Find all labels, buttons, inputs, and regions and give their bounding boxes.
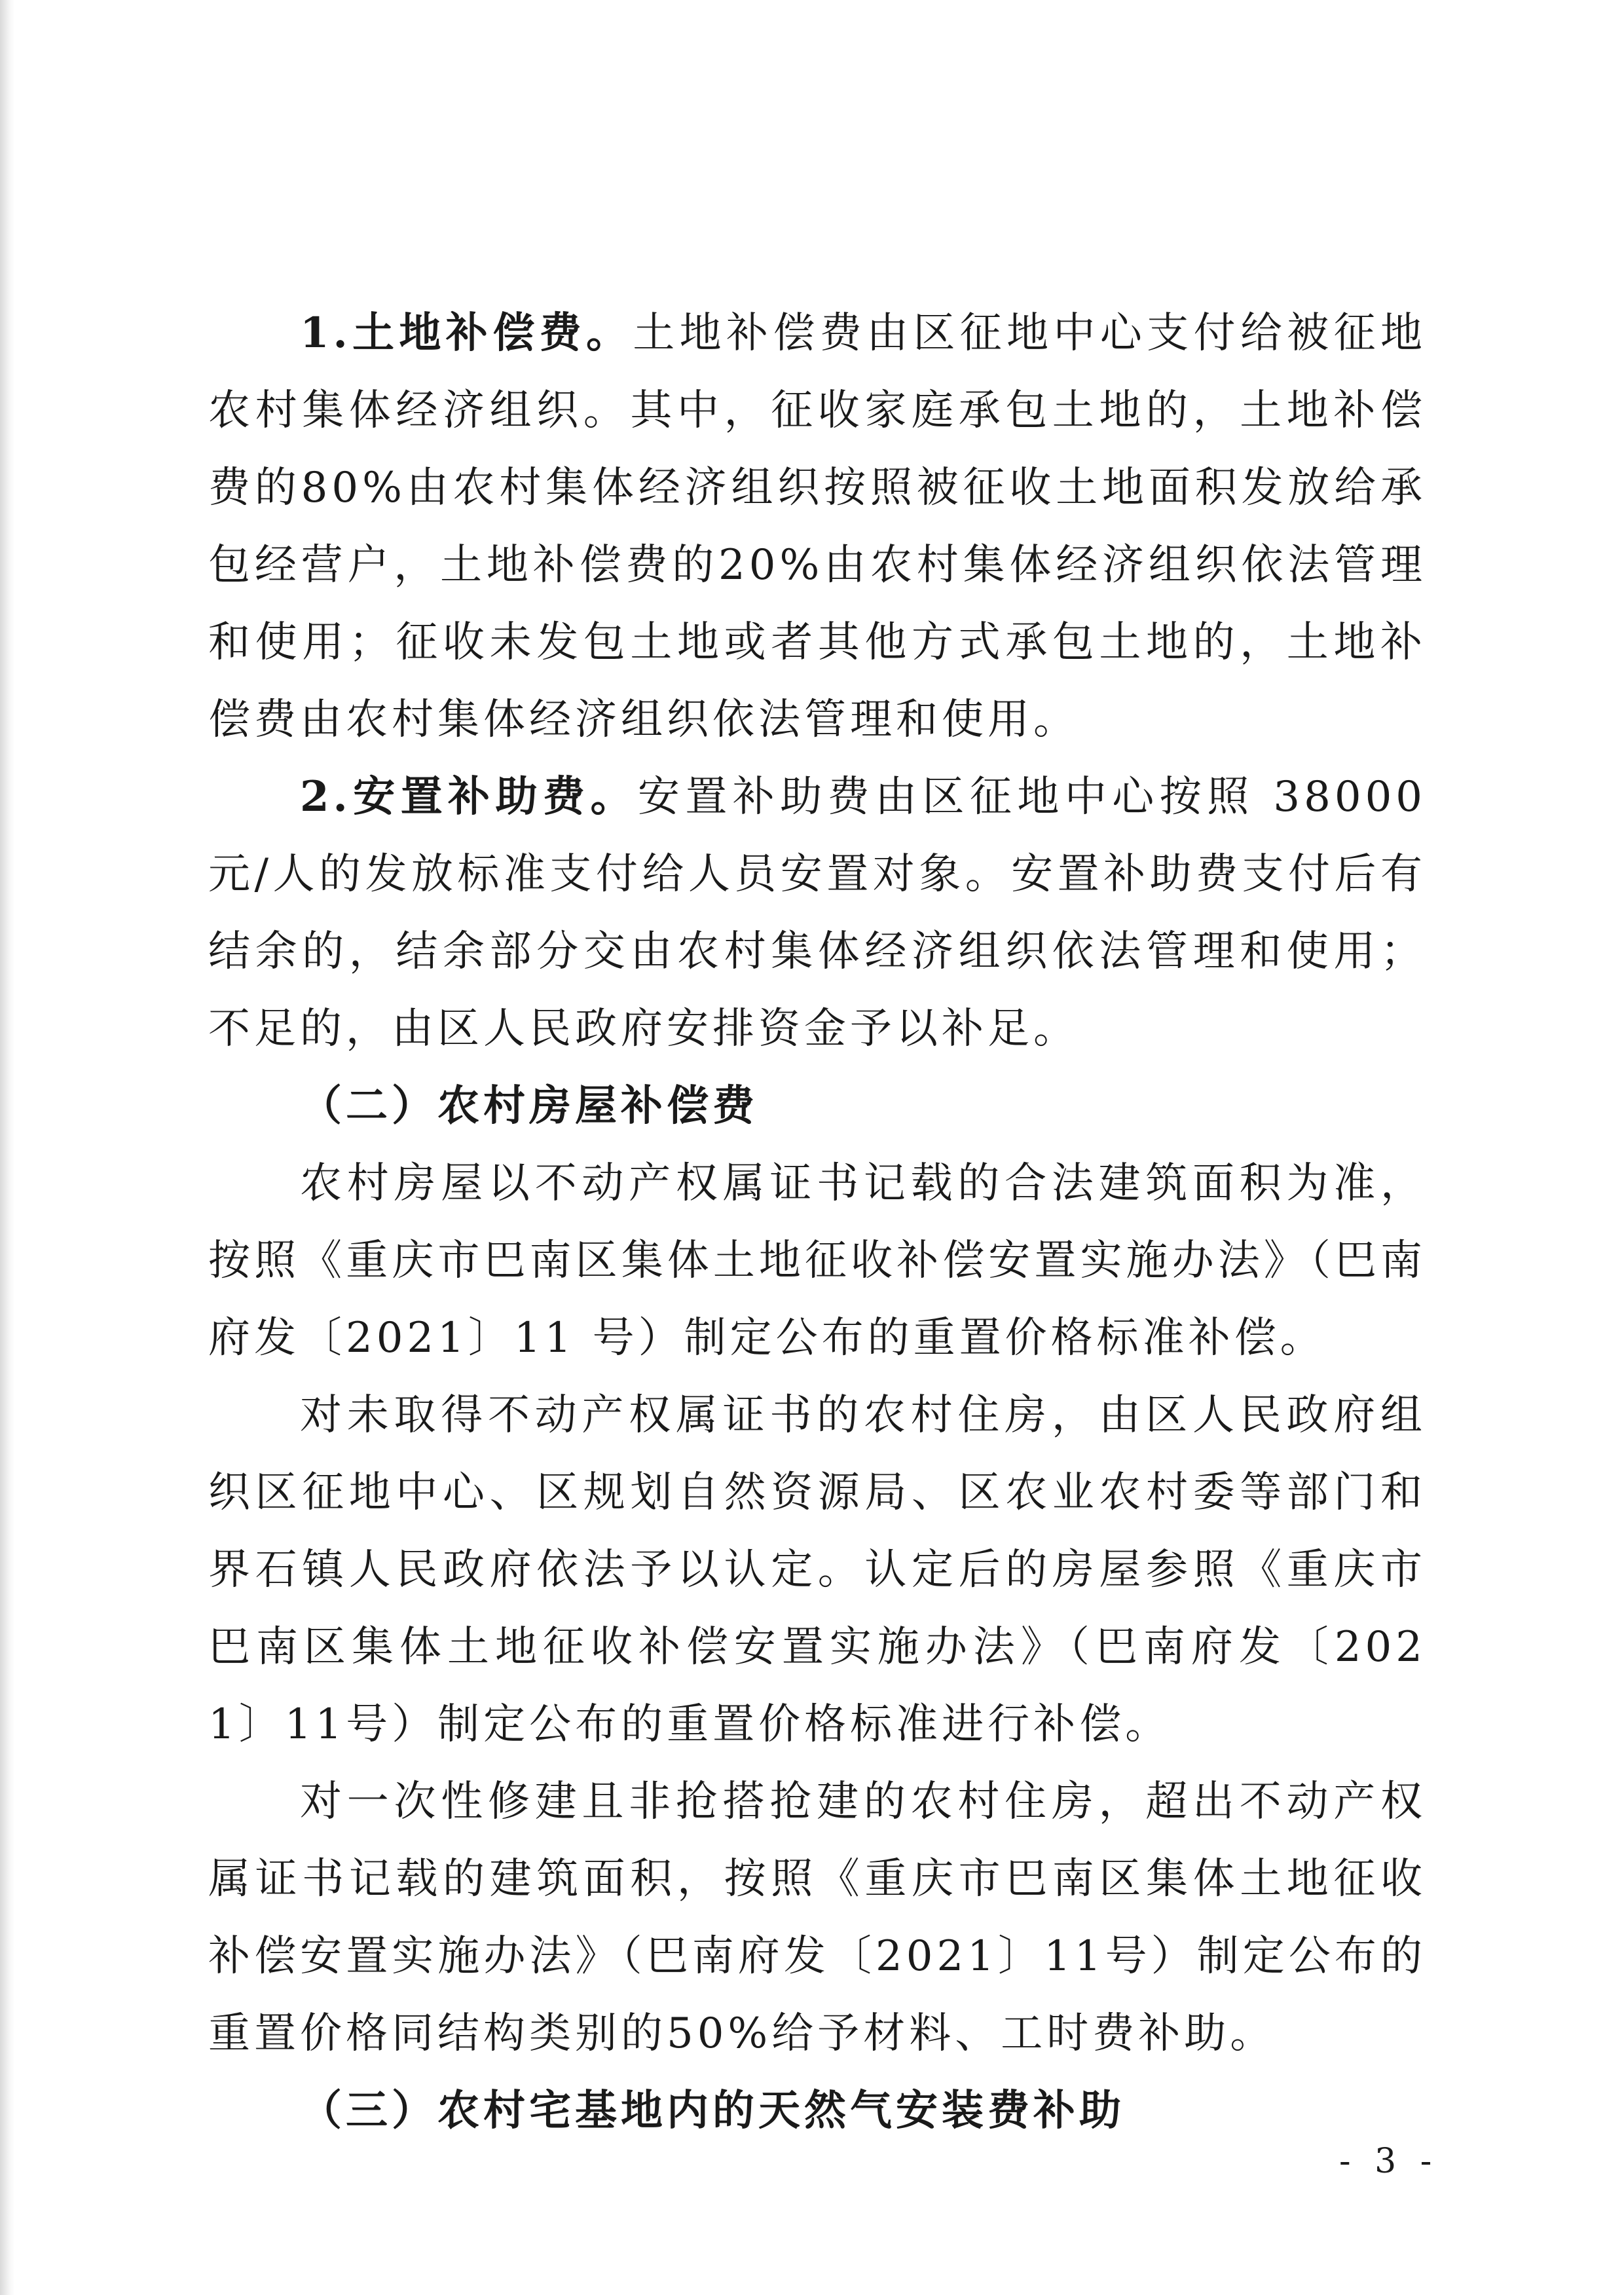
item-title-land-compensation: 1.土地补偿费。 xyxy=(300,308,633,358)
section-heading-rural-housing: （二）农村房屋补偿费 xyxy=(300,1081,758,1130)
paragraph-excess-area-subsidy: 对一次性修建且非抢搭抢建的农村住房，超出不动产权属证书记载的建筑面积，按照《重庆市巴南区集体土地征收补偿安置实施办法》（巴南府发〔2021〕11号）制定公布的重置价格同结构类别的50%给予材料、工时费补助。 xyxy=(208,1778,1426,2058)
scan-edge-shadow xyxy=(0,0,14,2295)
paragraph-rural-housing-standard: 农村房屋以不动产权属证书记载的合法建筑面积为准，按照《重庆市巴南区集体土地征收补偿安置实施办法》（巴南府发〔2021〕11 号）制定公布的重置价格标准补偿。 xyxy=(208,1159,1426,1362)
document-body xyxy=(208,295,1426,2150)
item-text-resettlement-subsidy: 安置补助费由区征地中心按照 38000 元/人的发放标准支付给人员安置对象。安置补助费支付后有结余的，结余部分交由农村集体经济组织依法管理和使用；不足的，由区人民政府安排资金予以补足。 xyxy=(208,773,1427,1053)
item-text-land-compensation: 土地补偿费由区征地中心支付给被征地农村集体经济组织。其中，征收家庭承包土地的，土地补偿费的80%由农村集体经济组织按照被征收土地面积发放给承包经营户，土地补偿费的20%由农村集体经济组织依法管理和使用；征收未发包土地或者其他方式承包土地的，土地补偿费由农村集体经济组织依法管理和使用。 xyxy=(208,309,1427,744)
paragraph-resettlement-subsidy xyxy=(208,758,1426,1068)
paragraph-uncertified-housing: 对未取得不动产权属证书的农村住房，由区人民政府组织区征地中心、区规划自然资源局、区农业农村委等部门和界石镇人民政府依法予以认定。认定后的房屋参照《重庆市巴南区集体土地征收补偿安置实施办法》（巴南府发〔2021〕11号）制定公布的重置价格标准进行补偿。 xyxy=(208,1391,1426,1749)
item-title-resettlement-subsidy: 2.安置补助费。 xyxy=(300,772,638,821)
page-number: - 3 - xyxy=(1339,2142,1439,2181)
paragraph-land-compensation xyxy=(208,295,1426,758)
section-heading-gas-installation: （三）农村宅基地内的天然气安装费补助 xyxy=(300,2086,1125,2135)
